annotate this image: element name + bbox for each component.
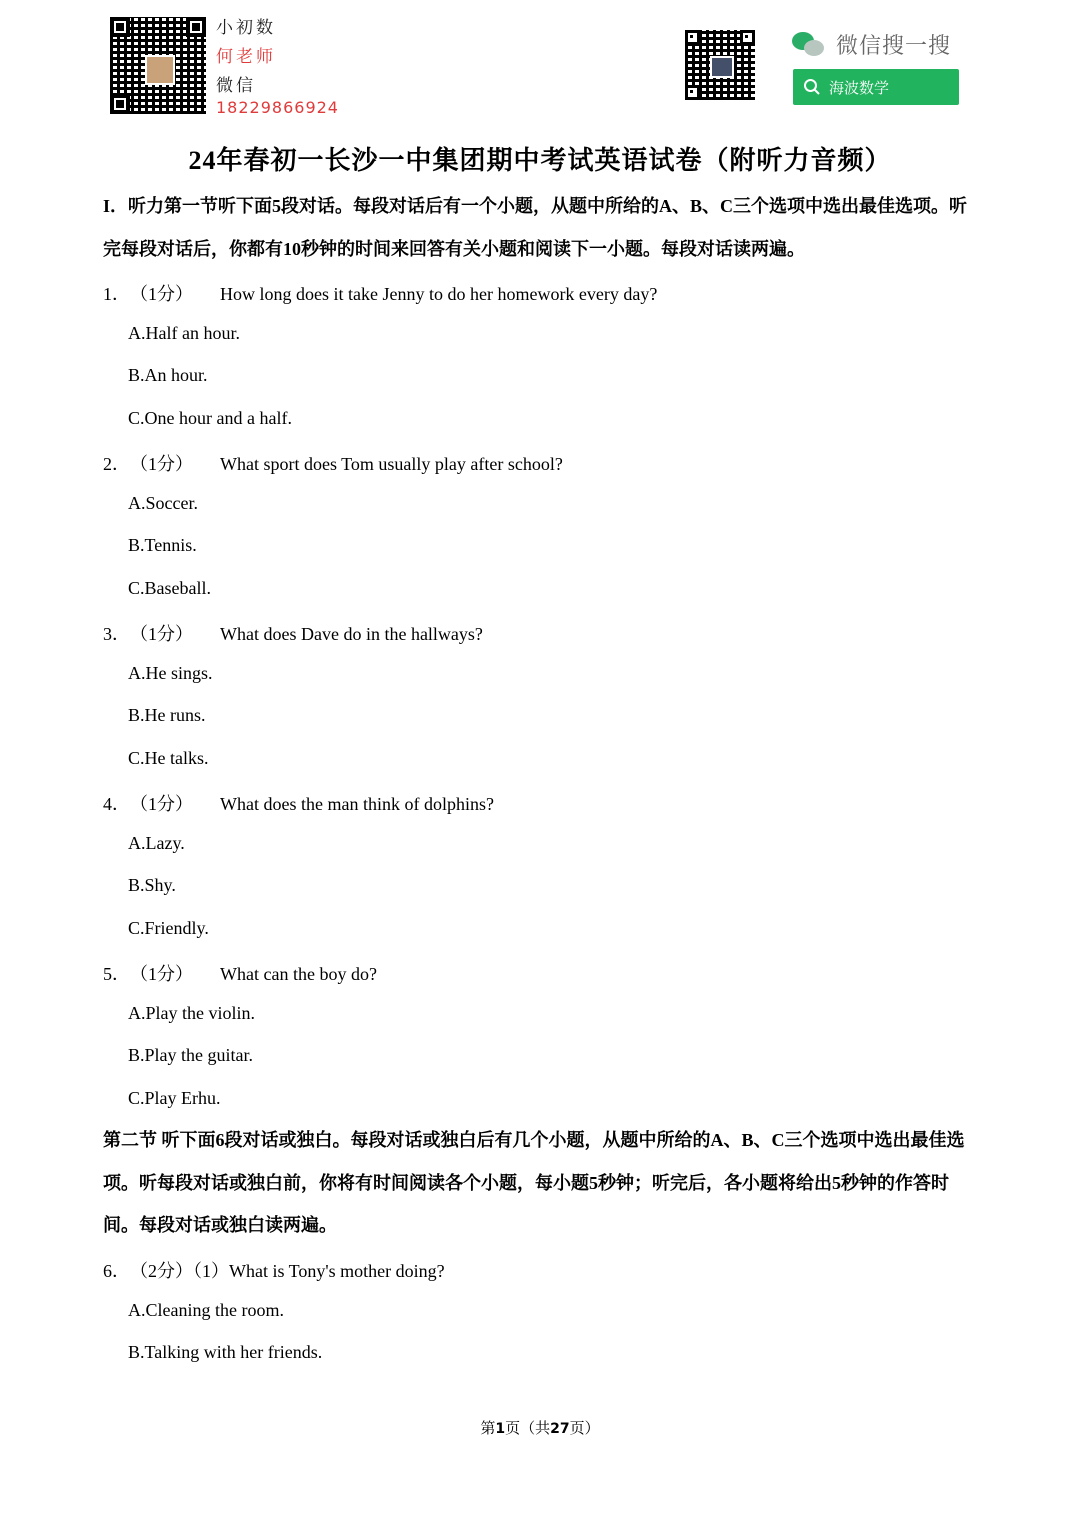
qr-code — [110, 17, 206, 114]
handwritten-line: 微信 — [216, 76, 256, 96]
option: B.Tennis. — [128, 535, 197, 555]
question: 4．（1分） What does the man think of dolphins? — [103, 794, 494, 814]
option: C.Baseball. — [128, 578, 211, 598]
option: C.Friendly. — [128, 918, 209, 938]
option: A.Play the violin. — [128, 1003, 255, 1023]
option: C.One hour and a half. — [128, 408, 292, 428]
handwritten-line: 何老师 — [216, 47, 276, 67]
qr-finder — [740, 30, 755, 45]
page-title: 24年春初一长沙一中集团期中考试英语试卷（附听力音频） — [188, 146, 892, 175]
option: A.Lazy. — [128, 833, 185, 853]
option: B.He runs. — [128, 705, 206, 725]
option: A.Cleaning the room. — [128, 1300, 284, 1320]
search-button-label: 海波数学 — [829, 78, 890, 97]
search-button[interactable] — [793, 69, 959, 105]
option: A.Soccer. — [128, 493, 198, 513]
qr-finder — [110, 94, 130, 114]
section-instructions: 第二节 听下面6段对话或独白。每段对话或独白后有几个小题，从题中所给的A、B、C三个选项中选出最佳选项。听每段对话或独白前，你将有时间阅读各个小题，每小题5秒钟；听完后，各小题将给出5秒钟的作答时间。每段对话或独白读两遍。 — [103, 1130, 965, 1235]
qr-avatar — [145, 55, 175, 85]
question: 1．（1分） How long does it take Jenny to do her homework every day? — [103, 284, 658, 304]
qr-finder — [186, 17, 206, 37]
page-total: 27 — [550, 1421, 570, 1437]
section-instructions: I．听力第一节听下面5段对话。每段对话后有一个小题，从题中所给的A、B、C三个选项中选出最佳选项。听完每段对话后，你都有10秒钟的时间来回答有关小题和阅读下一小题。每段对话读两遍。 — [103, 196, 968, 259]
option: B.Talking with her friends. — [128, 1342, 323, 1362]
handwritten-line: 小初数 — [216, 18, 276, 38]
question: 3．（1分） What does Dave do in the hallways? — [103, 624, 483, 644]
qr-avatar — [710, 56, 734, 78]
qr-finder — [685, 85, 700, 100]
page-number: 1 — [495, 1421, 506, 1437]
qr-finder — [685, 30, 700, 45]
search-icon — [803, 78, 821, 96]
wechat-icon — [792, 30, 828, 58]
option: A.He sings. — [128, 663, 213, 683]
question: 2．（1分） What sport does Tom usually play after school? — [103, 454, 563, 474]
option: B.Shy. — [128, 875, 176, 895]
question: 6．（2分）（1）What is Tony's mother doing? — [103, 1261, 445, 1281]
question: 5．（1分） What can the boy do? — [103, 964, 377, 984]
wechat-search-label: 微信搜一搜 — [836, 33, 952, 59]
page-footer: 第1页（共27页） — [480, 1421, 600, 1437]
qr-finder — [110, 17, 130, 37]
option: B.An hour. — [128, 365, 208, 385]
option: A.Half an hour. — [128, 323, 240, 343]
wechat-search-logo — [792, 28, 951, 60]
option: C.Play Erhu. — [128, 1088, 221, 1108]
qr-code — [685, 30, 755, 100]
option: B.Play the guitar. — [128, 1045, 253, 1065]
handwritten-phone: 18229866924 — [216, 98, 339, 117]
option: C.He talks. — [128, 748, 209, 768]
